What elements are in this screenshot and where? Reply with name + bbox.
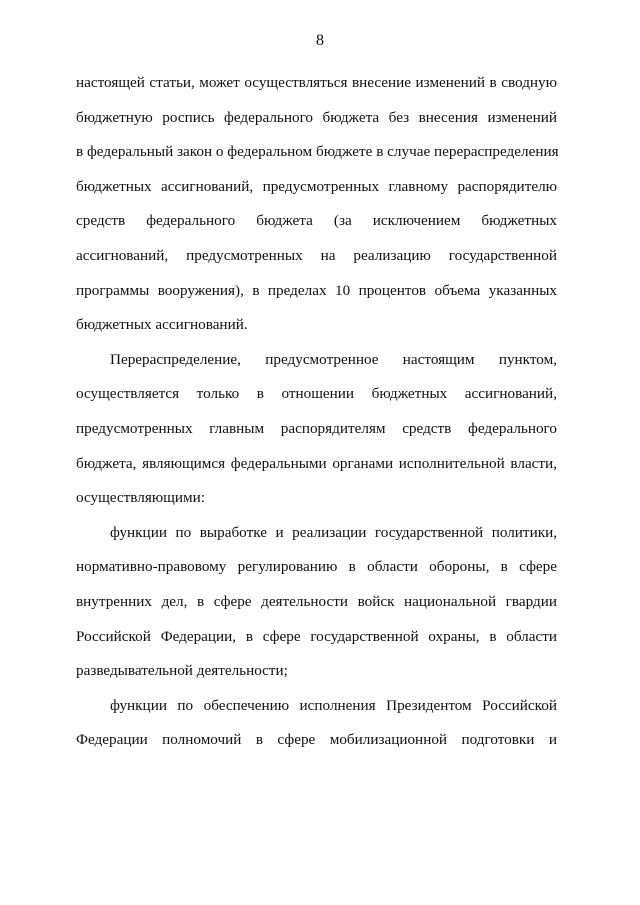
paragraph-1 (76, 66, 557, 343)
text-line: предусмотренных главным распорядителям средств федерального (76, 419, 557, 437)
text-line: настоящей статьи, может осуществляться внесение изменений в сводную (76, 74, 557, 91)
text-line: средств федерального бюджета (за исключением бюджетных (76, 212, 557, 230)
text-line: функции по выработке и реализации государственной политики, (110, 523, 557, 541)
text-line: разведывательной деятельности; (76, 662, 288, 680)
text-line: Российской Федерации, в сфере государственной охраны, в области (76, 627, 557, 645)
text-line: ассигнований, предусмотренных на реализацию государственной (76, 246, 557, 264)
text-line: бюджетную роспись федерального бюджета без внесения изменений (76, 108, 557, 126)
text-line: нормативно-правовому регулированию в области обороны, в сфере (76, 558, 557, 576)
paragraph-3 (76, 516, 557, 689)
text-line: бюджетных ассигнований, предусмотренных главному распорядителю (76, 177, 557, 195)
text-line: осуществляющими: (76, 489, 205, 507)
text-line: осуществляется только в отношении бюджетных ассигнований, (76, 385, 557, 403)
text-line: Федерации полномочий в сфере мобилизационной подготовки и (76, 731, 557, 749)
text-line: программы вооружения), в пределах 10 процентов объема указанных (76, 281, 557, 299)
paragraph-2 (76, 343, 557, 516)
text-line: функции по обеспечению исполнения Президентом Российской (110, 696, 557, 714)
text-line: внутренних дел, в сфере деятельности войск национальной гвардии (76, 592, 557, 610)
text-line: бюджетных ассигнований. (76, 316, 248, 334)
text-line: Перераспределение, предусмотренное настоящим пунктом, (110, 350, 557, 368)
page-number: 8 (316, 32, 324, 49)
paragraph-4 (76, 689, 557, 758)
text-line: в федеральный закон о федеральном бюджете в случае перераспределения (76, 143, 559, 161)
text-line: бюджета, являющимся федеральными органами исполнительной власти, (76, 454, 557, 472)
document-body (76, 66, 557, 758)
